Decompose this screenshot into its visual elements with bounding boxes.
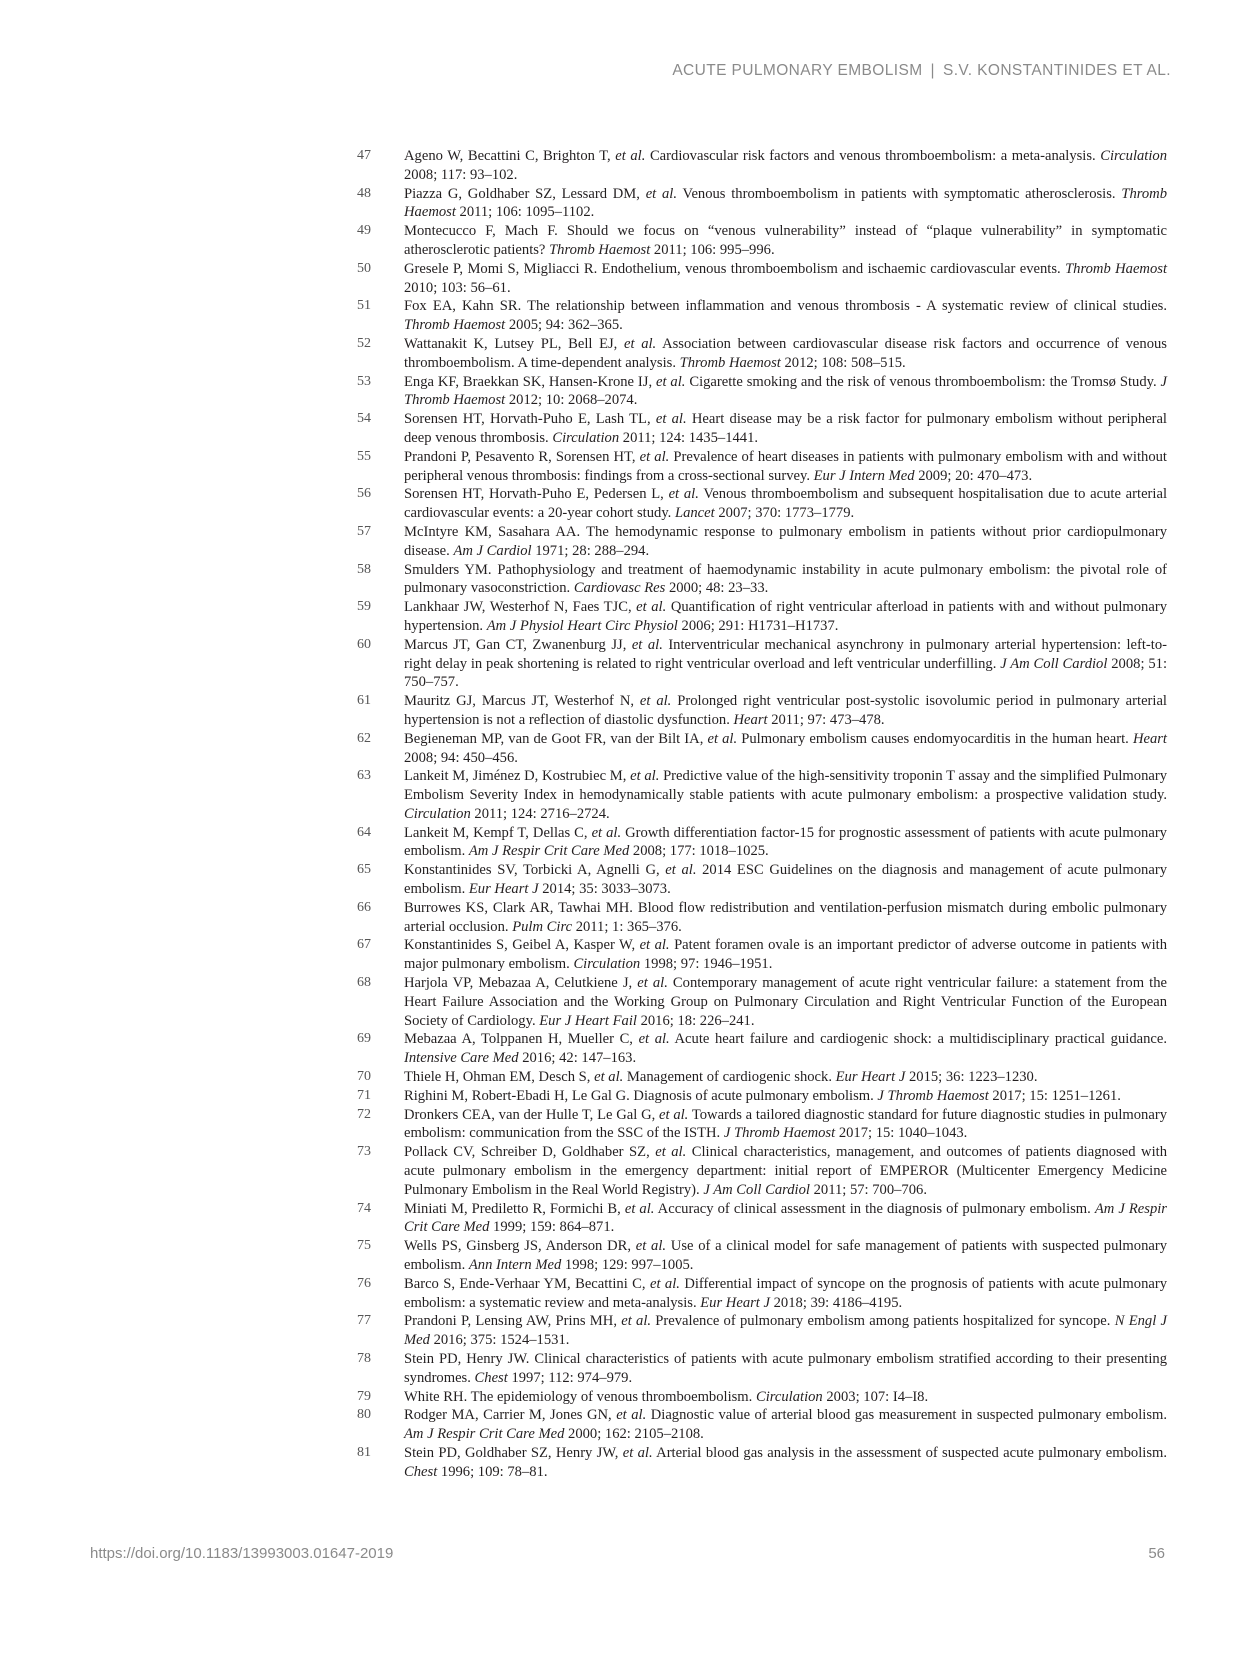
reference-journal: Circulation xyxy=(1100,148,1168,164)
reference-before: Mauritz GJ, Marcus JT, Westerhof N, xyxy=(404,693,640,710)
reference-cite: 2017; 15: 1251–1261. xyxy=(988,1087,1121,1104)
reference-title: Clinical characteristics, management, and outcomes of patients diagnosed with acute pulmonary embolism in the emergency department: initial report of EMPEROR (Multicenter Emergency Medicine Pulmonary Embolism in the Real World Registry). xyxy=(404,1144,1167,1198)
reference-journal: Cardiovasc Res xyxy=(573,580,666,597)
reference-number: 77 xyxy=(357,1313,371,1329)
reference-item xyxy=(357,636,1167,692)
reference-item xyxy=(357,1143,1167,1199)
reference-before: Wells PS, Ginsberg JS, Anderson DR, xyxy=(404,1238,636,1255)
reference-journal: Am J Respir Crit Care Med xyxy=(404,1200,1167,1236)
reference-item xyxy=(357,1388,1167,1407)
reference-item xyxy=(357,147,1167,185)
reference-before: Marcus JT, Gan CT, Zwanenburg JJ, xyxy=(404,636,632,653)
reference-number: 47 xyxy=(357,148,371,163)
reference-number: 74 xyxy=(357,1200,371,1216)
reference-journal: Eur Heart J xyxy=(835,1069,906,1086)
reference-cite: 1998; 129: 997–1005. xyxy=(561,1257,694,1274)
reference-journal: Am J Respir Crit Care Med xyxy=(404,1426,565,1443)
reference-cite: 1971; 28: 288–294. xyxy=(531,542,650,559)
reference-before: Konstantinides SV, Torbicki A, Agnelli G, xyxy=(404,862,666,879)
reference-text xyxy=(404,1068,1167,1087)
reference-journal: Heart xyxy=(733,711,768,728)
reference-item xyxy=(357,899,1167,937)
reference-journal: Thromb Haemost xyxy=(404,317,506,334)
reference-etal: et al. xyxy=(665,862,697,879)
reference-title: White RH. The epidemiology of venous thromboembolism. xyxy=(404,1388,756,1405)
reference-journal: Intensive Care Med xyxy=(404,1050,519,1067)
reference-etal: et al. xyxy=(594,1069,624,1086)
reference-number: 53 xyxy=(357,373,371,389)
reference-cite: 1998; 97: 1946–1951. xyxy=(640,956,773,973)
reference-number: 55 xyxy=(357,448,371,464)
reference-number: 63 xyxy=(357,768,371,784)
reference-list xyxy=(357,147,1167,1482)
reference-number: 69 xyxy=(357,1031,371,1047)
reference-cite: 2000; 162: 2105–2108. xyxy=(564,1426,704,1443)
reference-number: 60 xyxy=(357,636,371,652)
reference-text xyxy=(404,222,1167,260)
reference-number: 57 xyxy=(357,523,371,539)
reference-cite: 2015; 36: 1223–1230. xyxy=(905,1069,1038,1086)
reference-journal: Eur Heart J xyxy=(700,1294,770,1311)
reference-title: Arterial blood gas analysis in the assessment of suspected acute pulmonary embolism. xyxy=(652,1444,1167,1461)
reference-item xyxy=(357,222,1167,260)
reference-etal: et al. xyxy=(645,185,678,202)
reference-item xyxy=(357,730,1167,768)
reference-text xyxy=(404,767,1167,823)
reference-text xyxy=(404,561,1167,599)
reference-item xyxy=(357,1444,1167,1482)
reference-number: 78 xyxy=(357,1351,371,1366)
reference-number: 50 xyxy=(357,260,371,276)
reference-journal: Am J Physiol Heart Circ Physiol xyxy=(486,617,678,634)
reference-text xyxy=(404,1350,1167,1388)
reference-cite: 2016; 18: 226–241. xyxy=(636,1012,755,1029)
reference-item xyxy=(357,1030,1167,1068)
reference-title: Growth differentiation factor-15 for prognostic assessment of patients with acute pulmonary embolism. xyxy=(404,824,1167,860)
running-head xyxy=(672,62,1171,80)
reference-title: Management of cardiogenic shock. xyxy=(623,1069,836,1086)
reference-item xyxy=(357,185,1167,223)
reference-number: 71 xyxy=(357,1087,371,1103)
reference-title: Montecucco F, Mach F. Should we focus on “venous vulnerability” instead of “plaque vulnerability” in symptomatic atherosclerotic patients? xyxy=(404,223,1167,258)
reference-number: 54 xyxy=(357,411,371,427)
reference-title: Towards a tailored diagnostic standard for future diagnostic studies in pulmonary embolism: communication from the SSC of the ISTH. xyxy=(404,1106,1167,1142)
reference-journal: Circulation xyxy=(552,429,620,446)
reference-text xyxy=(404,1275,1167,1313)
reference-title: Prolonged right ventricular post-systolic isovolumic period in pulmonary arterial hypertension is not a reflection of diastolic dysfunction. xyxy=(404,693,1167,728)
reference-cite: 2007; 370: 1773–1779. xyxy=(714,505,855,522)
reference-cite: 1996; 109: 78–81. xyxy=(437,1463,548,1480)
reference-item xyxy=(357,974,1167,1030)
reference-text xyxy=(404,730,1167,768)
reference-item xyxy=(357,523,1167,561)
reference-text xyxy=(404,185,1167,223)
reference-text xyxy=(404,1030,1167,1068)
reference-text xyxy=(404,692,1167,730)
reference-number: 76 xyxy=(357,1275,371,1291)
reference-etal: et al. xyxy=(639,448,670,465)
reference-etal: et al. xyxy=(621,1313,652,1330)
reference-item xyxy=(357,1275,1167,1313)
reference-before: Rodger MA, Carrier M, Jones GN, xyxy=(404,1407,617,1424)
doi-link[interactable]: https://doi.org/10.1183/13993003.01647-2019 xyxy=(90,1545,394,1562)
reference-item xyxy=(357,260,1167,298)
reference-item xyxy=(357,1237,1167,1275)
reference-journal: J Thromb Haemost xyxy=(404,373,1167,409)
reference-journal: Ann Intern Med xyxy=(468,1257,562,1274)
reference-text xyxy=(404,1406,1167,1444)
reference-title: Prevalence of pulmonary embolism among patients hospitalized for syncope. xyxy=(651,1313,1115,1330)
reference-journal: Eur J Intern Med xyxy=(813,467,915,484)
reference-title: Gresele P, Momi S, Migliacci R. Endothelium, venous thromboembolism and ischaemic cardiovascular events. xyxy=(404,260,1066,277)
reference-before: Dronkers CEA, van der Hulle T, Le Gal G, xyxy=(404,1106,660,1123)
reference-text xyxy=(404,335,1167,373)
reference-etal: et al. xyxy=(636,599,667,616)
reference-title: Prevalence of heart diseases in patients with pulmonary embolism with and without peripheral venous thrombosis: findings from a cross-sectional survey. xyxy=(404,448,1167,484)
reference-number: 59 xyxy=(357,599,371,615)
reference-title: Accuracy of clinical assessment in the diagnosis of pulmonary embolism. xyxy=(654,1200,1095,1217)
reference-journal: N Engl J Med xyxy=(404,1313,1167,1349)
reference-text xyxy=(404,899,1167,937)
reference-journal: Circulation xyxy=(573,956,641,973)
reference-etal: et al. xyxy=(615,148,646,164)
reference-journal: Circulation xyxy=(755,1388,823,1405)
reference-etal: et al. xyxy=(656,373,686,390)
reference-cite: 2009; 20: 470–473. xyxy=(914,467,1033,484)
reference-etal: et al. xyxy=(649,1275,680,1292)
reference-text xyxy=(404,636,1167,692)
reference-number: 51 xyxy=(357,298,371,314)
reference-text xyxy=(404,1143,1167,1199)
reference-before: Ageno W, Becattini C, Brighton T, xyxy=(404,148,616,164)
reference-number: 65 xyxy=(357,862,371,878)
reference-item xyxy=(357,373,1167,411)
reference-title: Cardiovascular risk factors and venous thromboembolism: a meta-analysis. xyxy=(645,148,1101,164)
reference-journal: J Am Coll Cardiol xyxy=(703,1181,810,1198)
reference-etal: et al. xyxy=(622,1444,653,1461)
reference-item xyxy=(357,861,1167,899)
reference-title: Predictive value of the high-sensitivity troponin T assay and the simplified Pulmonary Embolism Severity Index in hemodynamically stable patients with acute pulmonary embolism: a prospective validation study. xyxy=(404,768,1167,804)
reference-journal: Chest xyxy=(474,1369,508,1386)
reference-etal: et al. xyxy=(639,937,670,954)
reference-number: 64 xyxy=(357,824,371,840)
reference-journal: Heart xyxy=(1132,730,1167,747)
running-head-authors: S.V. KONSTANTINIDES ET AL. xyxy=(942,62,1171,79)
reference-item xyxy=(357,936,1167,974)
reference-title: McIntyre KM, Sasahara AA. The hemodynamic response to pulmonary embolism in patients without prior cardiopulmonary disease. xyxy=(404,523,1167,559)
reference-etal: et al. xyxy=(635,1238,667,1255)
reference-text xyxy=(404,1312,1167,1350)
reference-text xyxy=(404,260,1167,298)
reference-item xyxy=(357,297,1167,335)
reference-title: Interventricular mechanical asynchrony in pulmonary arterial hypertension: left-to-right delay in peak shortening is related to right ventricular overload and left ventricular underfilling. xyxy=(404,636,1167,672)
reference-item xyxy=(357,1068,1167,1087)
reference-number: 73 xyxy=(357,1144,371,1160)
reference-title: Acute heart failure and cardiogenic shock: a multidisciplinary practical guidance. xyxy=(669,1031,1167,1048)
reference-before: Lankeit M, Jiménez D, Kostrubiec M, xyxy=(404,768,631,785)
reference-text xyxy=(404,861,1167,899)
reference-before: Mebazaa A, Tolppanen H, Mueller C, xyxy=(404,1031,639,1048)
reference-cite: 2016; 375: 1524–1531. xyxy=(429,1332,570,1349)
reference-text xyxy=(404,297,1167,335)
reference-cite: 2016; 42: 147–163. xyxy=(518,1050,637,1067)
reference-cite: 2008; 94: 450–456. xyxy=(404,749,518,766)
reference-item xyxy=(357,448,1167,486)
reference-title: Differential impact of syncope on the prognosis of patients with acute pulmonary embolism: a systematic review and meta-analysis. xyxy=(404,1275,1167,1311)
reference-cite: 2003; 107: I4–I8. xyxy=(822,1388,929,1405)
reference-before: Lankhaar JW, Westerhof N, Faes TJC, xyxy=(404,599,637,616)
reference-text xyxy=(404,410,1167,448)
reference-text xyxy=(404,1087,1167,1106)
reference-number: 56 xyxy=(357,486,371,502)
reference-item xyxy=(357,824,1167,862)
reference-number: 75 xyxy=(357,1238,371,1254)
reference-cite: 2012; 10: 2068–2074. xyxy=(505,392,638,409)
reference-title: Heart disease may be a risk factor for pulmonary embolism without peripheral deep venous thrombosis. xyxy=(404,411,1167,446)
reference-item xyxy=(357,1106,1167,1144)
reference-item xyxy=(357,598,1167,636)
reference-text xyxy=(404,974,1167,1030)
reference-item xyxy=(357,335,1167,373)
reference-title: Use of a clinical model for safe management of patients with suspected pulmonary embolism. xyxy=(404,1238,1167,1274)
reference-cite: 2010; 103: 56–61. xyxy=(404,279,511,296)
reference-journal: Chest xyxy=(404,1463,438,1480)
reference-cite: 1997; 112: 974–979. xyxy=(507,1369,633,1386)
reference-etal: et al. xyxy=(591,824,622,841)
reference-journal: Lancet xyxy=(674,505,715,522)
reference-text xyxy=(404,147,1167,185)
reference-title: 2014 ESC Guidelines on the diagnosis and management of acute pulmonary embolism. xyxy=(404,862,1167,898)
reference-cite: 2011; 57: 700–706. xyxy=(809,1181,927,1198)
reference-etal: et al. xyxy=(631,636,663,653)
reference-title: Venous thromboembolism in patients with symptomatic atherosclerosis. xyxy=(677,185,1122,202)
reference-cite: 2011; 97: 473–478. xyxy=(767,711,885,728)
reference-before: Pollack CV, Schreiber D, Goldhaber SZ, xyxy=(404,1144,656,1161)
reference-etal: et al. xyxy=(624,335,657,352)
reference-text xyxy=(404,1444,1167,1482)
reference-number: 66 xyxy=(357,899,371,915)
reference-cite: 2008; 177: 1018–1025. xyxy=(629,843,769,860)
reference-title: Contemporary management of acute right ventricular failure: a statement from the Heart Failure Association and the Working Group on Pulmonary Circulation and Right Ventricular Function of the European Society of Cardiology. xyxy=(404,975,1167,1029)
reference-before: Prandoni P, Pesavento R, Sorensen HT, xyxy=(404,448,640,465)
reference-text xyxy=(404,523,1167,561)
reference-cite: 2000; 48: 23–33. xyxy=(665,580,769,597)
reference-title: Stein PD, Henry JW. Clinical characteristics of patients with acute pulmonary embolism stratified according to their presenting syndromes. xyxy=(404,1351,1167,1386)
reference-before: Piazza G, Goldhaber SZ, Lessard DM, xyxy=(404,185,646,202)
reference-title: Patent foramen ovale is an important predictor of adverse outcome in patients with major pulmonary embolism. xyxy=(404,937,1167,973)
reference-text xyxy=(404,1388,1167,1407)
reference-number: 48 xyxy=(357,185,371,201)
page-number: 56 xyxy=(1148,1545,1165,1562)
reference-text xyxy=(404,1237,1167,1275)
reference-title: Burrowes KS, Clark AR, Tawhai MH. Blood flow redistribution and ventilation-perfusion mismatch during embolic pulmonary arterial occlusion. xyxy=(404,899,1167,935)
reference-number: 52 xyxy=(357,335,371,351)
reference-number: 68 xyxy=(357,975,371,991)
reference-before: Begieneman MP, van de Goot FR, van der Bilt IA, xyxy=(404,730,708,747)
reference-journal: Thromb Haemost xyxy=(549,241,651,258)
reference-journal: Thromb Haemost xyxy=(679,354,781,371)
reference-text xyxy=(404,1200,1167,1238)
reference-text xyxy=(404,373,1167,411)
reference-number: 62 xyxy=(357,730,371,746)
reference-before: Lankeit M, Kempf T, Dellas C, xyxy=(404,824,592,841)
reference-cite: 2011; 124: 2716–2724. xyxy=(470,805,610,822)
reference-cite: 2014; 35: 3033–3073. xyxy=(538,881,671,898)
reference-cite: 1999; 159: 864–871. xyxy=(489,1219,615,1236)
reference-journal: J Am Coll Cardiol xyxy=(1000,655,1108,672)
reference-journal: J Thromb Haemost xyxy=(723,1125,836,1142)
reference-etal: et al. xyxy=(624,1200,655,1217)
running-head-title: ACUTE PULMONARY EMBOLISM xyxy=(672,62,923,79)
reference-text xyxy=(404,824,1167,862)
reference-cite: 2011; 106: 995–996. xyxy=(650,241,775,258)
reference-item xyxy=(357,767,1167,823)
reference-cite: 2011; 124: 1435–1441. xyxy=(619,429,759,446)
reference-item xyxy=(357,561,1167,599)
reference-number: 81 xyxy=(357,1444,371,1460)
reference-title: Smulders YM. Pathophysiology and treatment of haemodynamic instability in acute pulmonary embolism: the pivotal role of pulmonary vasoconstriction. xyxy=(404,561,1167,597)
reference-before: Miniati M, Prediletto R, Formichi B, xyxy=(404,1200,625,1217)
reference-title: Diagnostic value of arterial blood gas measurement in suspected pulmonary embolism. xyxy=(646,1407,1167,1424)
reference-etal: et al. xyxy=(616,1407,647,1424)
reference-text xyxy=(404,485,1167,523)
reference-etal: et al. xyxy=(630,768,660,785)
reference-item xyxy=(357,410,1167,448)
reference-item xyxy=(357,1312,1167,1350)
reference-number: 79 xyxy=(357,1388,371,1404)
reference-number: 61 xyxy=(357,693,371,709)
reference-title: Fox EA, Kahn SR. The relationship between inflammation and venous thrombosis - A systematic review of clinical studies. xyxy=(404,298,1167,315)
reference-before: Stein PD, Goldhaber SZ, Henry JW, xyxy=(404,1444,623,1461)
reference-journal: Thromb Haemost xyxy=(404,185,1168,221)
reference-text xyxy=(404,936,1167,974)
reference-before: Sorensen HT, Horvath-Puho E, Pedersen L, xyxy=(404,486,669,503)
reference-cite: 2011; 106: 1095–1102. xyxy=(455,204,595,221)
running-head-separator: | xyxy=(930,62,935,79)
reference-etal: et al. xyxy=(639,693,672,710)
reference-title: Venous thromboembolism and subsequent hospitalisation due to acute arterial cardiovascular events: a 20-year cohort study. xyxy=(404,486,1167,522)
reference-number: 67 xyxy=(357,937,371,953)
reference-before: Thiele H, Ohman EM, Desch S, xyxy=(404,1069,595,1086)
reference-text xyxy=(404,1106,1167,1144)
reference-text xyxy=(404,448,1167,486)
reference-item xyxy=(357,1200,1167,1238)
reference-before: Wattanakit K, Lutsey PL, Bell EJ, xyxy=(404,335,624,352)
reference-cite: 2018; 39: 4186–4195. xyxy=(769,1294,903,1311)
reference-title: Pulmonary embolism causes endomyocarditis in the human heart. xyxy=(737,730,1133,747)
reference-journal: Thromb Haemost xyxy=(1065,260,1167,277)
reference-title: Association between cardiovascular disease risk factors and occurrence of venous thromboembolism. A time-dependent analysis. xyxy=(404,335,1167,371)
reference-before: Sorensen HT, Horvath-Puho E, Lash TL, xyxy=(404,411,656,428)
reference-before: Enga KF, Braekkan SK, Hansen-Krone IJ, xyxy=(404,373,656,390)
reference-cite: 2008; 51: 750–757. xyxy=(404,655,1167,691)
reference-etal: et al. xyxy=(659,1106,689,1123)
reference-number: 72 xyxy=(357,1106,371,1122)
reference-etal: et al. xyxy=(668,486,699,503)
reference-before: Konstantinides S, Geibel A, Kasper W, xyxy=(404,937,640,954)
reference-cite: 2005; 94: 362–365. xyxy=(505,317,623,334)
reference-title: Cigarette smoking and the risk of venous thromboembolism: the Tromsø Study. xyxy=(685,373,1161,390)
reference-item xyxy=(357,1087,1167,1106)
reference-cite: 2012; 108: 508–515. xyxy=(780,354,906,371)
reference-cite: 2017; 15: 1040–1043. xyxy=(835,1125,968,1142)
reference-item xyxy=(357,485,1167,523)
reference-journal: Eur Heart J xyxy=(468,881,539,898)
reference-text xyxy=(404,598,1167,636)
reference-item xyxy=(357,1406,1167,1444)
reference-number: 49 xyxy=(357,223,371,239)
reference-cite: 2006; 291: H1731–H1737. xyxy=(677,617,839,634)
reference-etal: et al. xyxy=(637,975,668,992)
reference-cite: 2011; 1: 365–376. xyxy=(572,918,682,935)
reference-journal: Circulation xyxy=(404,805,471,822)
reference-number: 70 xyxy=(357,1069,371,1085)
reference-before: Prandoni P, Lensing AW, Prins MH, xyxy=(404,1313,622,1330)
reference-etal: et al. xyxy=(655,1144,687,1161)
reference-before: Barco S, Ende-Verhaar YM, Becattini C, xyxy=(404,1275,650,1292)
reference-etal: et al. xyxy=(638,1031,670,1048)
reference-etal: et al. xyxy=(707,730,738,747)
reference-journal: Pulm Circ xyxy=(512,918,573,935)
reference-number: 58 xyxy=(357,561,371,577)
reference-item xyxy=(357,692,1167,730)
reference-journal: Am J Cardiol xyxy=(453,542,532,559)
reference-title: Quantification of right ventricular afterload in patients with and without pulmonary hypertension. xyxy=(404,599,1167,634)
reference-item xyxy=(357,1350,1167,1388)
reference-journal: J Thromb Haemost xyxy=(877,1087,989,1104)
reference-before: Harjola VP, Mebazaa A, Celutkiene J, xyxy=(404,975,638,992)
reference-journal: Am J Respir Crit Care Med xyxy=(468,843,630,860)
reference-etal: et al. xyxy=(655,411,687,428)
reference-title: Righini M, Robert-Ebadi H, Le Gal G. Diagnosis of acute pulmonary embolism. xyxy=(404,1087,878,1104)
reference-journal: Eur J Heart Fail xyxy=(539,1012,637,1029)
reference-cite: 2008; 117: 93–102. xyxy=(404,166,518,183)
reference-number: 80 xyxy=(357,1407,371,1423)
